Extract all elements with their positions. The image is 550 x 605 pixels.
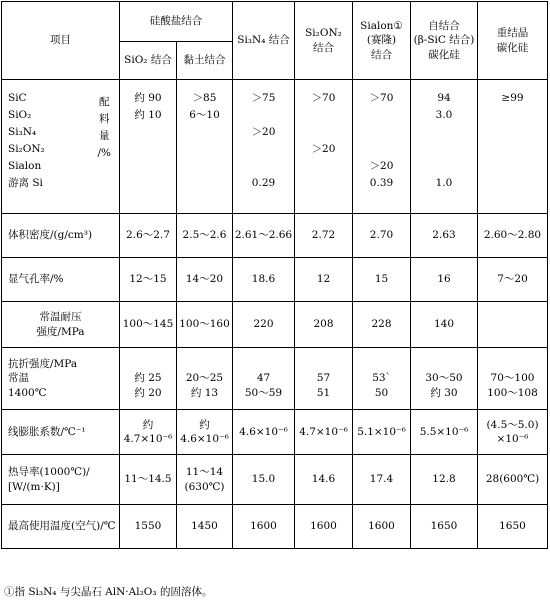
table-cell: 7～20 bbox=[478, 258, 548, 302]
comp-value bbox=[353, 107, 410, 124]
header-sio2-bonded: SiO₂ 结合 bbox=[120, 42, 177, 80]
table-cell: 15 bbox=[353, 258, 411, 302]
comp-name: Sialon bbox=[8, 160, 42, 172]
comp-value: ＞20 bbox=[369, 160, 394, 172]
table-cell: 2.5～2.6 bbox=[177, 214, 233, 258]
comp-value bbox=[353, 141, 410, 158]
comp-col-self-bonded bbox=[411, 80, 478, 214]
comp-value bbox=[478, 124, 547, 141]
table-cell: (4.5～5.0) ×10⁻⁶ bbox=[478, 410, 548, 455]
comp-value bbox=[295, 107, 352, 124]
comp-value: ＞20 bbox=[311, 143, 336, 155]
table-cell: 1450 bbox=[177, 505, 233, 549]
comp-value: 约 10 bbox=[134, 109, 162, 121]
comp-value bbox=[411, 158, 477, 175]
comp-value: 0.29 bbox=[251, 177, 276, 189]
table-cell: 220 bbox=[233, 302, 295, 348]
comp-value bbox=[233, 141, 294, 158]
comp-value: ＞20 bbox=[251, 126, 276, 138]
comp-value bbox=[177, 175, 232, 192]
comp-value bbox=[120, 158, 176, 175]
comp-col-clay bbox=[177, 80, 233, 214]
comp-name: Si₃N₄ bbox=[8, 126, 37, 138]
header-silicate: 硅酸盐结合 bbox=[120, 2, 233, 42]
row-label-thermal-expansion: 线膨胀系数/℃⁻¹ bbox=[2, 410, 120, 455]
comp-name: SiO₂ bbox=[8, 109, 32, 121]
comp-value bbox=[478, 158, 547, 175]
comp-col-sio2 bbox=[120, 80, 177, 214]
comp-value bbox=[295, 124, 352, 141]
row-label-max-service-temp: 最高使用温度(空气)/℃ bbox=[2, 505, 120, 549]
comp-value: 94 bbox=[437, 92, 451, 104]
comp-value: ≥99 bbox=[501, 92, 524, 104]
table-cell: 1650 bbox=[478, 505, 548, 549]
table-cell: 30～50 约 30 bbox=[411, 348, 478, 410]
comp-name: SiC bbox=[8, 92, 27, 104]
comp-value bbox=[478, 175, 547, 192]
comp-col-si3n4 bbox=[233, 80, 295, 214]
comp-value bbox=[233, 107, 294, 124]
table-cell: 约 4.7×10⁻⁶ bbox=[120, 410, 177, 455]
comp-value bbox=[353, 124, 410, 141]
table-cell: 53` 50 bbox=[353, 348, 411, 410]
row-label-porosity: 显气孔率/% bbox=[2, 258, 120, 302]
comp-value bbox=[295, 175, 352, 192]
table-cell: 57 51 bbox=[295, 348, 353, 410]
comp-value bbox=[233, 158, 294, 175]
header-clay-bonded: 黏土结合 bbox=[177, 42, 233, 80]
header-si2on2: Si₂ON₂ 结合 bbox=[295, 2, 353, 80]
table-cell: 4.7×10⁻⁶ bbox=[295, 410, 353, 455]
comp-col-si2on2 bbox=[295, 80, 353, 214]
row-label-thermal-conductivity: 热导率(1000℃)/ [W/(m·K)] bbox=[2, 455, 120, 505]
table-cell: 1650 bbox=[411, 505, 478, 549]
table-cell: 2.6～2.7 bbox=[120, 214, 177, 258]
comp-col-recrystallized bbox=[478, 80, 548, 214]
table-cell: 20～25 约 13 bbox=[177, 348, 233, 410]
comp-name: 游离 Si bbox=[8, 177, 43, 189]
table-cell: 28(600℃) bbox=[478, 455, 548, 505]
comp-value bbox=[411, 124, 477, 141]
table-cell: 100～145 bbox=[120, 302, 177, 348]
comp-col-sialon bbox=[353, 80, 411, 214]
table-cell: 11～14 (630℃) bbox=[177, 455, 233, 505]
row-label-compressive-strength: 常温耐压 强度/MPa bbox=[2, 302, 120, 348]
table-cell: 约 25 约 20 bbox=[120, 348, 177, 410]
table-cell: 2.70 bbox=[353, 214, 411, 258]
footnote: ①指 Si₃N₄ 与尖晶石 AlN·Al₂O₃ 的固溶体。 bbox=[4, 586, 213, 598]
header-si3n4: Si₃N₄ 结合 bbox=[233, 2, 295, 80]
comp-value bbox=[120, 124, 176, 141]
comp-value: 1.0 bbox=[435, 177, 453, 189]
table-cell: 47 50～59 bbox=[233, 348, 295, 410]
table-cell: 15.0 bbox=[233, 455, 295, 505]
comp-value: ＞70 bbox=[369, 92, 394, 104]
table-cell: 140 bbox=[411, 302, 478, 348]
header-self-bonded: 自结合 (β-SiC 结合) 碳化硅 bbox=[411, 2, 478, 80]
row-label-density: 体积密度/(g/cm³) bbox=[2, 214, 120, 258]
table-cell: 12 bbox=[295, 258, 353, 302]
table-cell: 2.61～2.66 bbox=[233, 214, 295, 258]
table-cell: 12.8 bbox=[411, 455, 478, 505]
table-cell: 2.60～2.80 bbox=[478, 214, 548, 258]
comp-value bbox=[120, 175, 176, 192]
comp-value bbox=[478, 141, 547, 158]
row-label-flexural-strength: 抗折强度/MPa 常温 1400℃ bbox=[2, 348, 120, 410]
comp-value: 3.0 bbox=[435, 109, 453, 121]
properties-table bbox=[1, 1, 548, 549]
comp-value bbox=[120, 141, 176, 158]
comp-value: ＞75 bbox=[251, 92, 276, 104]
table-cell: 约 4.6×10⁻⁶ bbox=[177, 410, 233, 455]
comp-value: 0.39 bbox=[369, 177, 394, 189]
table-cell: 1600 bbox=[233, 505, 295, 549]
table-cell: 1600 bbox=[295, 505, 353, 549]
table-cell: 18.6 bbox=[233, 258, 295, 302]
table-cell: 12～15 bbox=[120, 258, 177, 302]
table-cell: 2.72 bbox=[295, 214, 353, 258]
comp-value: ＞85 bbox=[192, 92, 217, 104]
comp-name: Si₂ON₂ bbox=[8, 143, 45, 155]
table-cell: 1550 bbox=[120, 505, 177, 549]
table-cell: 228 bbox=[353, 302, 411, 348]
comp-value bbox=[177, 158, 232, 175]
table-cell: 14.6 bbox=[295, 455, 353, 505]
table-cell: 4.6×10⁻⁶ bbox=[233, 410, 295, 455]
header-item: 项目 bbox=[2, 2, 120, 80]
header-recrystallized: 重结晶 碳化硅 bbox=[478, 2, 548, 80]
table-cell: 2.63 bbox=[411, 214, 478, 258]
header-sialon: Sialon① (赛隆) 结合 bbox=[353, 2, 411, 80]
comp-value bbox=[411, 141, 477, 158]
comp-value bbox=[478, 107, 547, 124]
comp-value: 约 90 bbox=[134, 92, 162, 104]
table-cell: 208 bbox=[295, 302, 353, 348]
comp-value bbox=[177, 141, 232, 158]
table-cell: 70～100 100～108 bbox=[478, 348, 548, 410]
table-cell: 5.1×10⁻⁶ bbox=[353, 410, 411, 455]
comp-value: ＞70 bbox=[311, 92, 336, 104]
table-cell: 17.4 bbox=[353, 455, 411, 505]
composition-side-label: 配 料 量 /% bbox=[90, 80, 120, 214]
comp-value bbox=[295, 158, 352, 175]
composition-names bbox=[2, 80, 90, 214]
comp-value: 6～10 bbox=[189, 109, 220, 121]
comp-value bbox=[177, 124, 232, 141]
table-cell: 16 bbox=[411, 258, 478, 302]
table-cell: 100～160 bbox=[177, 302, 233, 348]
table-cell: 5.5×10⁻⁶ bbox=[411, 410, 478, 455]
table-cell: 11～14.5 bbox=[120, 455, 177, 505]
properties-table-container bbox=[1, 1, 547, 549]
table-cell bbox=[478, 302, 548, 348]
table-cell: 1600 bbox=[353, 505, 411, 549]
table-cell: 14～20 bbox=[177, 258, 233, 302]
